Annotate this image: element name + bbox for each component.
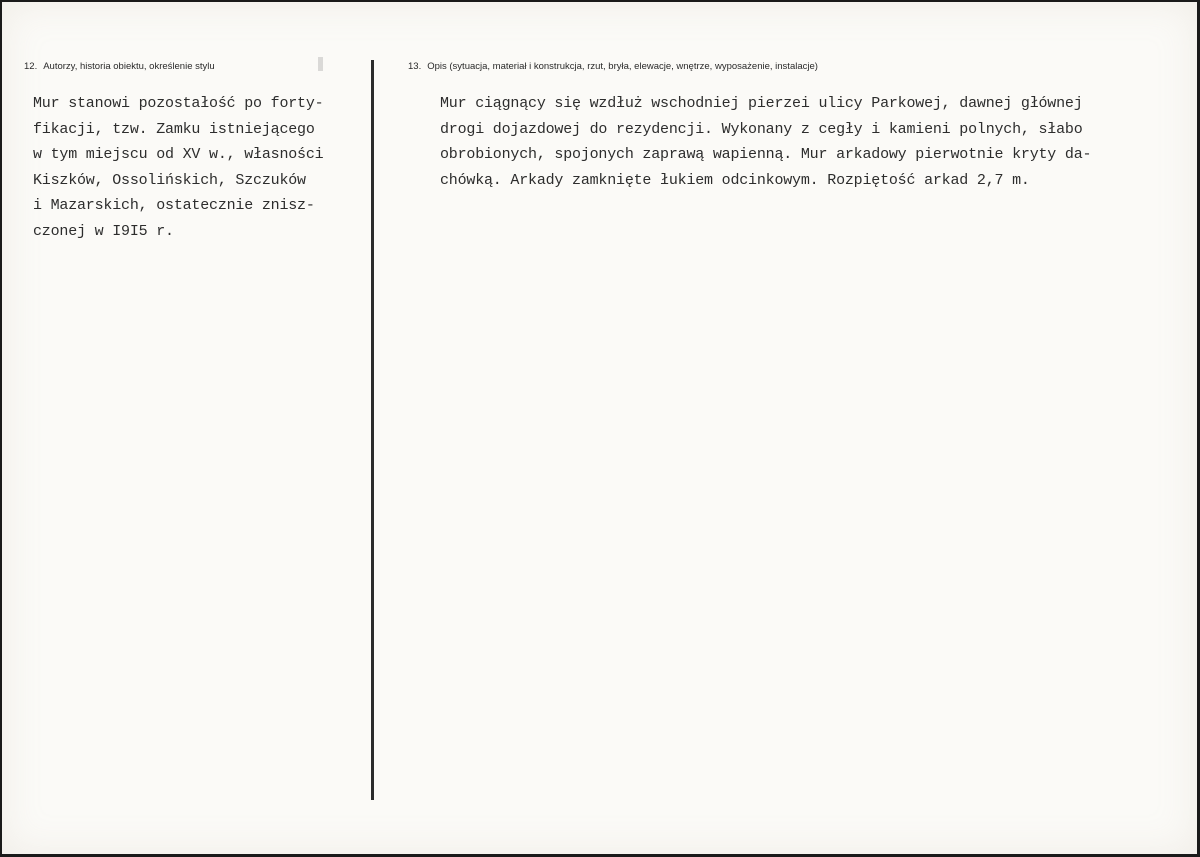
text-line: Mur ciągnący się wzdłuż wschodniej pierzei ulicy Parkowej, dawnej głównej xyxy=(440,95,1083,112)
section-12-number: 12. xyxy=(24,61,38,72)
text-line: Kiszków, Ossolińskich, Szczuków xyxy=(33,171,306,189)
ink-smudge xyxy=(318,57,323,71)
section-12-title: Autorzy, historia obiektu, określenie stylu xyxy=(43,61,215,72)
section-12-header xyxy=(24,61,215,72)
section-13-header xyxy=(408,61,818,72)
column-divider xyxy=(371,60,374,800)
text-line: i Mazarskich, ostatecznie znisz- xyxy=(33,197,315,214)
text-line: drogi dojazdowej do rezydencji. Wykonany z cegły i kamieni polnych, słabo xyxy=(440,120,1083,138)
text-line: fikacji, tzw. Zamku istniejącego xyxy=(33,120,315,138)
section-12-text xyxy=(33,91,323,244)
text-line: obrobionych, spojonych zaprawą wapienną. Mur arkadowy pierwotnie kryty da- xyxy=(440,146,1092,163)
text-line: chówką. Arkady zamknięte łukiem odcinkowym. Rozpiętość arkad 2,7 m. xyxy=(440,171,1030,189)
section-13-text xyxy=(440,91,1091,193)
text-line: w tym miejscu od XV w., własności xyxy=(33,146,324,163)
section-13-number: 13. xyxy=(408,61,422,72)
text-line: Mur stanowi pozostałość po forty- xyxy=(33,95,324,112)
section-13-title: Opis (sytuacja, materiał i konstrukcja, rzut, bryła, elewacje, wnętrze, wyposażenie, instalacje) xyxy=(427,61,818,72)
text-line: czonej w I9I5 r. xyxy=(33,222,174,240)
document-sheet xyxy=(2,2,1197,854)
